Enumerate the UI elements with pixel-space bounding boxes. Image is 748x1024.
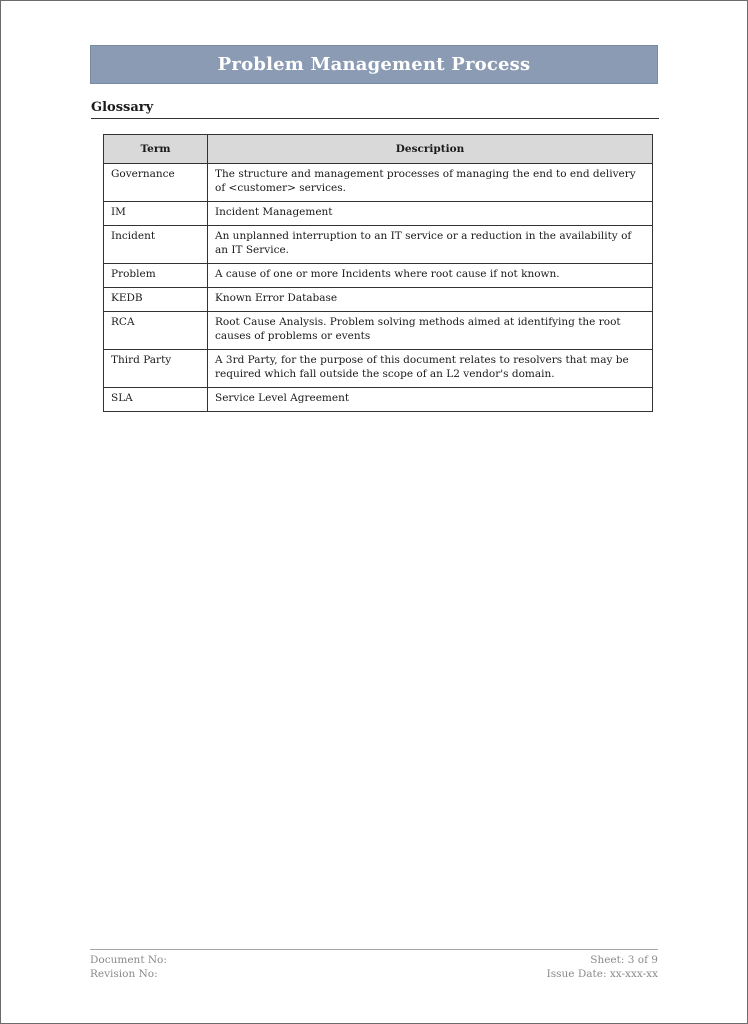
table-row <box>104 388 653 412</box>
description-cell: Known Error Database <box>208 288 653 312</box>
term-cell: RCA <box>104 312 208 350</box>
term-cell: Incident <box>104 226 208 264</box>
table-row <box>104 226 653 264</box>
revision-number-label: Revision No: <box>90 968 158 980</box>
table-row <box>104 312 653 350</box>
table-row <box>104 264 653 288</box>
description-cell: The structure and management processes of managing the end to end delivery of <customer> services. <box>208 164 653 202</box>
description-cell: Incident Management <box>208 202 653 226</box>
title-banner <box>90 45 658 84</box>
description-cell: An unplanned interruption to an IT service or a reduction in the availability of an IT Service. <box>208 226 653 264</box>
term-cell: Problem <box>104 264 208 288</box>
table-row <box>104 350 653 388</box>
table-header-row <box>104 135 653 164</box>
document-number-label: Document No: <box>90 954 167 966</box>
column-header-description: Description <box>208 135 653 164</box>
section-heading: Glossary <box>91 100 659 119</box>
description-cell: A cause of one or more Incidents where root cause if not known. <box>208 264 653 288</box>
glossary-table <box>103 134 653 412</box>
term-cell: IM <box>104 202 208 226</box>
issue-date: Issue Date: xx-xxx-xx <box>546 968 658 980</box>
term-cell: Third Party <box>104 350 208 388</box>
term-cell: KEDB <box>104 288 208 312</box>
column-header-term: Term <box>104 135 208 164</box>
description-cell: A 3rd Party, for the purpose of this document relates to resolvers that may be required which fall outside the scope of an L2 vendor's domain. <box>208 350 653 388</box>
page-footer <box>90 949 658 981</box>
table-row <box>104 288 653 312</box>
document-title: Problem Management Process <box>217 54 531 75</box>
description-cell: Root Cause Analysis. Problem solving methods aimed at identifying the root causes of problems or events <box>208 312 653 350</box>
table-row <box>104 164 653 202</box>
sheet-number: Sheet: 3 of 9 <box>590 954 658 966</box>
term-cell: SLA <box>104 388 208 412</box>
description-cell: Service Level Agreement <box>208 388 653 412</box>
table-row <box>104 202 653 226</box>
term-cell: Governance <box>104 164 208 202</box>
